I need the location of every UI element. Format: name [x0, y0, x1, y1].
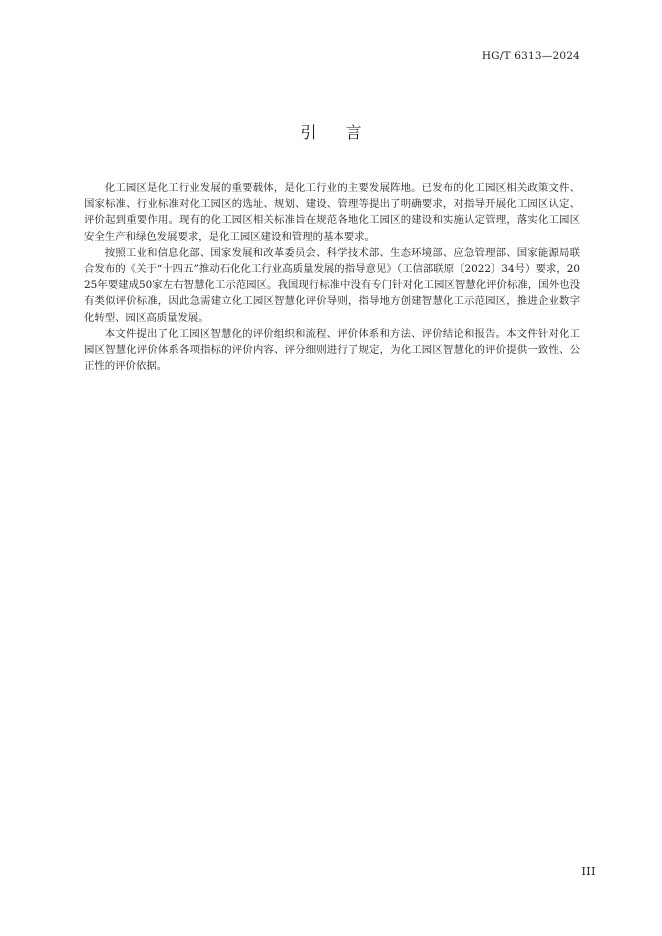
page-title: 引 言	[300, 123, 374, 142]
paragraph-1: 化工园区是化工行业发展的重要载体，是化工行业的主要发展阵地。已发布的化工园区相关政策文件、国家标准、行业标准对化工园区的选址、规划、建设、管理等提出了明确要求，对指导开展化工园区认定、评价起到重要作用。现有的化工园区相关标准旨在规范各地化工园区的建设和实施认定管理，落实化工园区安全生产和绿色发展要求，是化工园区建设和管理的基本要求。	[84, 182, 580, 243]
paragraph-3: 本文件提出了化工园区智慧化的评价组织和流程、评价体系和方法、评价结论和报告。本文件针对化工园区智慧化评价体系各项指标的评价内容、评分细则进行了规定，为化工园区智慧化的评价提供一致性、公正性的评价依据。	[84, 327, 580, 373]
introduction-body	[84, 180, 580, 374]
paragraph-2: 按照工业和信息化部、国家发展和改革委员会、科学技术部、生态环境部、应急管理部、国家能源局联合发布的《关于“十四五”推动石化化工行业高质量发展的指导意见》（工信部联原〔2022〕34号）要求，2025年要建成50家左右智慧化工示范园区。我国现行标准中没有专门针对化工园区智慧化评价标准，国外也没有类似评价标准，因此急需建立化工园区智慧化评价导则，指导地方创建智慧化工示范园区，推进企业数字化转型、园区高质量发展。	[84, 246, 580, 324]
standard-code: HG/T 6313—2024	[481, 50, 580, 62]
page-number: III	[581, 865, 596, 878]
